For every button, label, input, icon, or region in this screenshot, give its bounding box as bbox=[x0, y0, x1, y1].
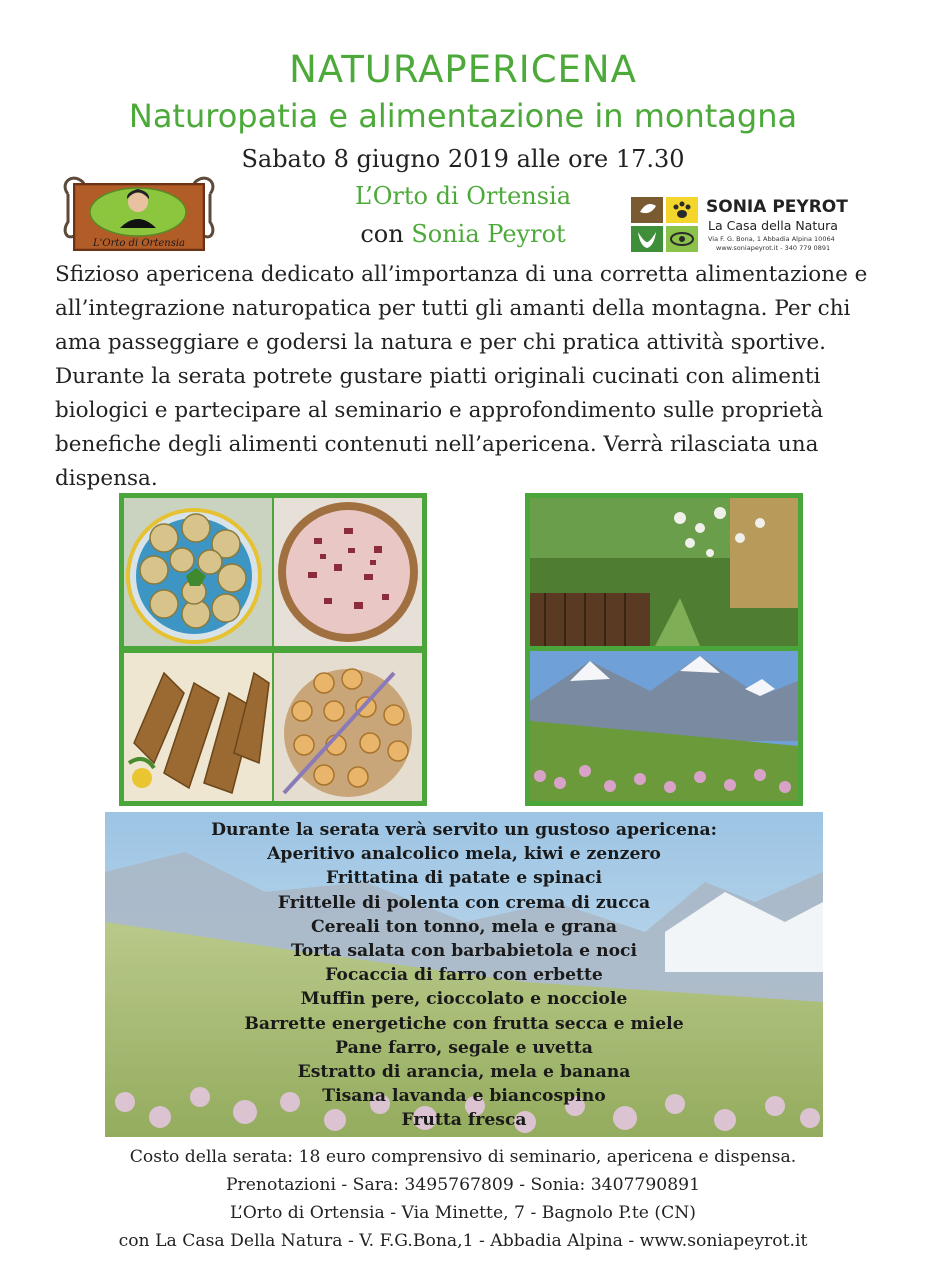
menu-heading: Durante la serata verà servito un gustoso apericena: bbox=[211, 820, 717, 840]
poster-subtitle: Naturopatia e alimentazione in montagna bbox=[128, 97, 798, 135]
logo-icon-grid bbox=[630, 196, 700, 254]
menu-item: Muffin pere, cioccolato e nocciole bbox=[300, 989, 628, 1010]
footer-venue: L’Orto di Ortensia - Via Minette, 7 - Bagnolo P.te (CN) bbox=[229, 1203, 697, 1223]
sign-text: L'Orto di Ortensia bbox=[92, 238, 186, 249]
orto-di-ortensia-sign-logo bbox=[58, 172, 220, 252]
photo-mountains bbox=[530, 651, 798, 801]
menu-list bbox=[105, 818, 823, 1133]
hands-icon bbox=[631, 226, 663, 252]
logo-contact: www.soniapeyrot.it - 340 779 0891 bbox=[716, 244, 831, 252]
menu-item: Estratto di arancia, mela e banana bbox=[297, 1062, 631, 1083]
nature-photo-collage bbox=[525, 493, 803, 806]
event-date: Sabato 8 giugno 2019 alle ore 17.30 bbox=[241, 145, 685, 173]
photo-focaccia bbox=[124, 653, 272, 801]
host-prefix: con bbox=[360, 220, 404, 248]
footer-cost: Costo della serata: 18 euro comprensivo di seminario, apericena e dispensa. bbox=[129, 1147, 797, 1167]
event-place: L’Orto di Ortensia bbox=[354, 182, 572, 210]
menu-item: Barrette energetiche con frutta secca e miele bbox=[244, 1013, 684, 1034]
menu-item: Cereali ton tonno, mela e grana bbox=[310, 916, 618, 937]
logo-tagline: La Casa della Natura bbox=[708, 218, 838, 233]
sonia-peyrot-logo bbox=[630, 196, 880, 256]
photo-fritters bbox=[124, 498, 272, 646]
menu-item: Focaccia di farro con erbette bbox=[325, 965, 603, 986]
menu-item: Frittelle di polenta con crema di zucca bbox=[277, 892, 651, 913]
logo-address: Via F. G. Bona, 1 Abbadia Alpina 10064 bbox=[708, 235, 835, 243]
menu-item: Aperitivo analcolico mela, kiwi e zenzero bbox=[267, 844, 661, 865]
menu-item: Torta salata con barbabietola e noci bbox=[290, 941, 638, 962]
photo-muffins bbox=[274, 653, 422, 801]
food-photo-collage bbox=[119, 493, 427, 806]
menu-item: Tisana lavanda e biancospino bbox=[322, 1086, 606, 1107]
photo-beet-tart bbox=[274, 498, 422, 646]
poster-title: NATURAPERICENA bbox=[289, 48, 637, 91]
footer-info bbox=[0, 1143, 926, 1255]
menu-item: Pane farro, segale e uvetta bbox=[335, 1037, 593, 1058]
intro-paragraph: Sfizioso apericena dedicato all’importanza di una corretta alimentazione e all’integrazione naturopatica per tutti gli amanti della montagna. Per chi ama passeggiare e godersi la natura e per chi pratica attività sportive. Durante la serata potrete gustare piatti originali cucinati con alimenti biologici e partecipare al seminario e approfondimento sulle proprietà benefiche degli alimenti contenuti nell’apericena. Verrà rilasciata una dispensa. bbox=[55, 262, 868, 491]
logo-name: SONIA PEYROT bbox=[706, 197, 848, 217]
footer-partner: con La Casa Della Natura - V. F.G.Bona,1 - Abbadia Alpina - www.soniapeyrot.it bbox=[118, 1231, 808, 1251]
footer-booking: Prenotazioni - Sara: 3495767809 - Sonia: 3407790891 bbox=[225, 1175, 701, 1195]
menu-item: Frittatina di patate e spinaci bbox=[326, 868, 602, 889]
photo-garden bbox=[530, 498, 798, 646]
host-name: Sonia Peyrot bbox=[411, 220, 566, 248]
menu-item: Frutta fresca bbox=[401, 1110, 527, 1131]
